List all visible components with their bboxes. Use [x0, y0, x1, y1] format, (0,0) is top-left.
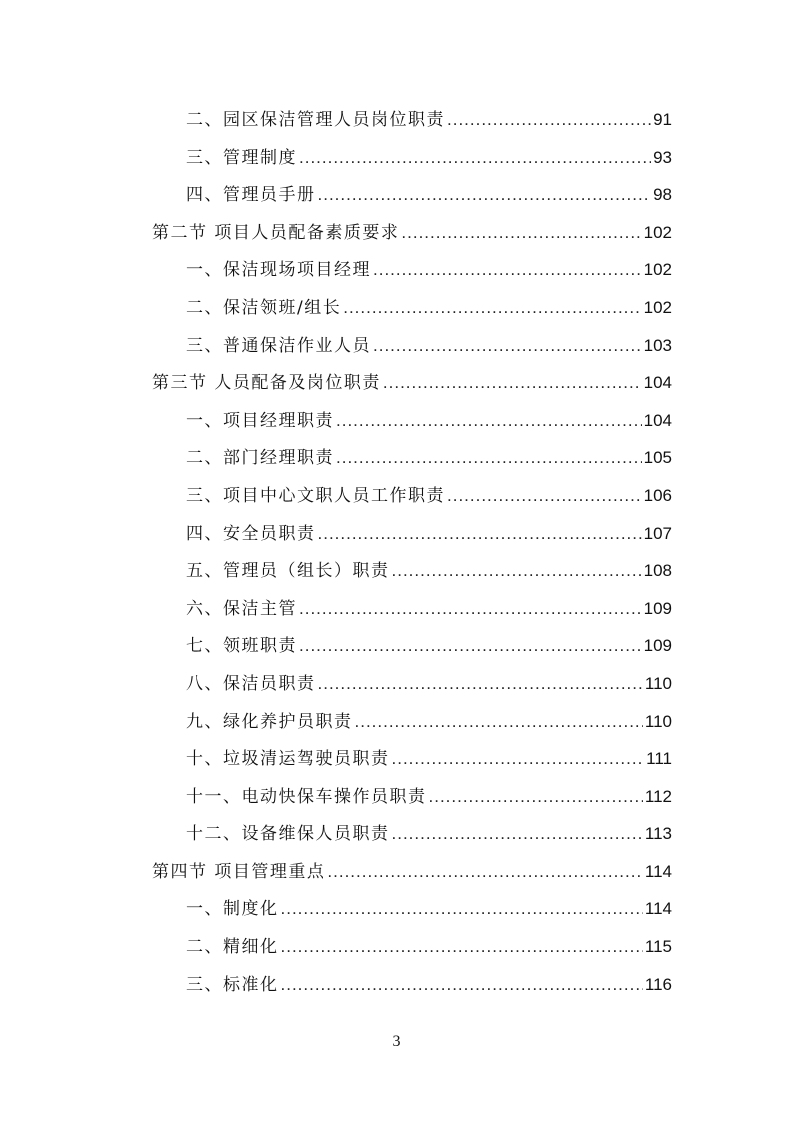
toc-entry-label: 七、领班职责	[186, 636, 297, 657]
dot-leader	[392, 740, 645, 778]
toc-entry-label: 六、保洁主管	[186, 598, 297, 619]
toc-entry-page: 111	[646, 749, 672, 769]
toc-entry-page: 102	[643, 297, 672, 317]
toc-entry[interactable]	[152, 740, 672, 778]
toc-entry-page: 93	[653, 147, 672, 167]
toc-entry-label: 第三节 人员配备及岗位职责	[152, 373, 381, 394]
toc-entry[interactable]	[152, 665, 672, 703]
dot-leader	[281, 928, 643, 966]
toc-entry-label: 二、部门经理职责	[186, 448, 334, 469]
toc-entry-label: 三、管理制度	[186, 147, 297, 168]
toc-entry-page: 110	[644, 711, 672, 731]
dot-leader	[281, 890, 643, 928]
dot-leader	[281, 966, 643, 1004]
toc-entry-page: 105	[643, 448, 672, 468]
toc-entry[interactable]	[152, 627, 672, 665]
toc-entry-page: 115	[644, 937, 672, 957]
toc-entry-page: 103	[643, 335, 672, 355]
toc-entry[interactable]	[152, 139, 672, 177]
dot-leader	[392, 815, 643, 853]
toc-entry-label: 三、标准化	[186, 974, 279, 995]
toc-entry-page: 98	[653, 185, 672, 205]
toc-entry-label: 二、园区保洁管理人员岗位职责	[186, 110, 445, 130]
page-number: 3	[392, 1033, 401, 1050]
dot-leader	[336, 402, 642, 440]
toc-entry-label: 九、绿化养护员职责	[186, 711, 353, 732]
toc-entry-page: 104	[643, 373, 672, 393]
toc-entry-page: 112	[644, 786, 672, 806]
dot-leader	[373, 251, 642, 289]
toc-entry[interactable]	[152, 251, 672, 289]
dot-leader	[447, 477, 642, 515]
toc-entry-page: 107	[643, 523, 672, 543]
toc-entry-label: 三、项目中心文职人员工作职责	[186, 485, 445, 506]
toc-entry-label: 一、项目经理职责	[186, 410, 334, 431]
toc-entry[interactable]	[152, 552, 672, 590]
toc-entry-label: 二、精细化	[186, 937, 279, 958]
toc-entry-label: 第四节 项目管理重点	[152, 861, 326, 882]
dot-leader	[318, 515, 642, 553]
toc-entry[interactable]	[152, 890, 672, 928]
toc-entry[interactable]	[152, 815, 672, 853]
dot-leader	[318, 176, 652, 214]
toc-entry-page: 114	[644, 861, 672, 881]
toc-entry[interactable]	[152, 515, 672, 553]
toc-entry-label: 五、管理员（组长）职责	[186, 561, 390, 582]
toc-entry[interactable]	[152, 402, 672, 440]
toc-section-entry[interactable]	[152, 853, 672, 891]
dot-leader	[336, 439, 642, 477]
dot-leader	[447, 101, 651, 139]
toc-entry-page: 106	[643, 485, 672, 505]
dot-leader	[401, 214, 641, 252]
toc-entry-page: 91	[653, 110, 672, 129]
toc-entry[interactable]	[152, 327, 672, 365]
toc-entry[interactable]	[152, 176, 672, 214]
toc-entry[interactable]	[152, 477, 672, 515]
toc-entry-label: 二、保洁领班/组长	[186, 297, 342, 318]
toc-entry-label: 八、保洁员职责	[186, 673, 316, 694]
dot-leader	[373, 327, 642, 365]
dot-leader	[327, 853, 642, 891]
toc-entry[interactable]	[152, 703, 672, 741]
dot-leader	[355, 703, 643, 741]
toc-entry-page: 114	[644, 899, 672, 919]
toc-entry-label: 十、垃圾清运驾驶员职责	[186, 749, 390, 770]
toc-entry-label: 三、普通保洁作业人员	[186, 335, 371, 356]
dot-leader	[299, 627, 642, 665]
toc-entry[interactable]	[152, 590, 672, 628]
toc-entry-page: 116	[644, 974, 672, 994]
table-of-contents	[152, 101, 672, 1003]
toc-entry-page: 102	[643, 222, 672, 242]
toc-entry-page: 113	[644, 824, 672, 844]
toc-entry[interactable]	[152, 289, 672, 327]
toc-entry[interactable]	[152, 966, 672, 1004]
toc-entry[interactable]	[152, 778, 672, 816]
dot-leader	[299, 139, 651, 177]
toc-entry[interactable]	[152, 928, 672, 966]
toc-entry-page: 109	[643, 636, 672, 656]
toc-entry-label: 一、制度化	[186, 899, 279, 920]
toc-entry-label: 一、保洁现场项目经理	[186, 260, 371, 281]
toc-entry-label: 四、管理员手册	[186, 185, 316, 206]
toc-entry-page: 108	[643, 561, 672, 581]
toc-entry-page: 102	[643, 260, 672, 280]
toc-entry-page: 104	[643, 410, 672, 430]
dot-leader	[383, 364, 642, 402]
dot-leader	[299, 590, 642, 628]
toc-entry-label: 十二、设备维保人员职责	[186, 824, 390, 845]
toc-entry-page: 110	[644, 673, 672, 693]
toc-entry-label: 第二节 项目人员配备素质要求	[152, 222, 400, 243]
toc-entry-page: 109	[643, 598, 672, 618]
toc-section-entry[interactable]	[152, 364, 672, 402]
dot-leader	[318, 665, 643, 703]
toc-entry-label: 十一、电动快保车操作员职责	[186, 786, 427, 807]
dot-leader	[392, 552, 642, 590]
toc-entry[interactable]	[152, 101, 672, 139]
toc-section-entry[interactable]	[152, 214, 672, 252]
dot-leader	[343, 289, 641, 327]
dot-leader	[429, 778, 643, 816]
toc-entry-label: 四、安全员职责	[186, 523, 316, 544]
toc-entry[interactable]	[152, 439, 672, 477]
